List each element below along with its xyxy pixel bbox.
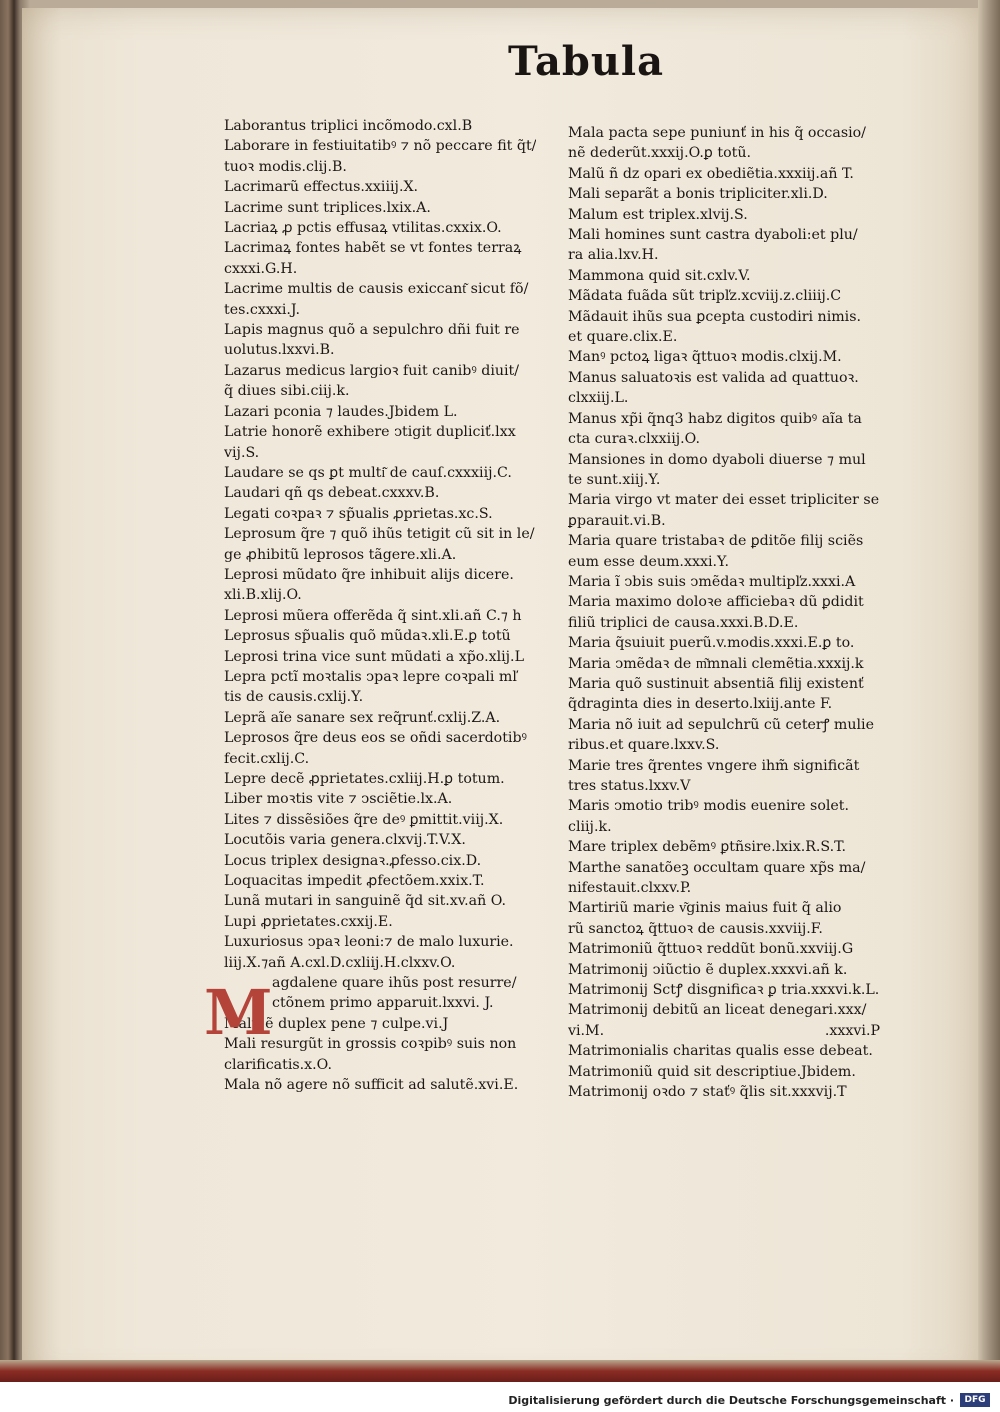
index-entry-line: Mammona quid sit.cxlv.V.	[568, 267, 751, 284]
index-entry-line: Leprosi mũera offerẽda q̃ sint.xli.añ C.⁊ h	[224, 607, 522, 624]
index-entry-line: Malũ ñ dz opari ex obediẽtia.xxxiij.añ T.	[568, 165, 854, 182]
index-entry-line: Lacrimarũ effectus.xxiiij.X.	[224, 179, 419, 196]
index-entry-line: Matrimoniũ q̃ttuoꝛ reddũt bonũ.xxviij.G	[568, 941, 854, 958]
index-entry-line: agdalene quare ihũs post resurre/	[272, 975, 517, 992]
index-entry-line: Maria q̃suiuit puerũ.v.modis.xxxi.E.ꝑ to.	[568, 635, 855, 652]
index-entry-line: Mãdauit ihũs sua ꝑcepta custodiri nimis.	[568, 308, 862, 325]
index-entry-line: cxxxi.G.H.	[224, 260, 298, 277]
index-entry-line: Locutõis varia genera.clxvij.T.V.X.	[224, 832, 466, 849]
index-entry-line: Leprosus sp̃ualis quõ mũdaꝛ.xli.E.ꝑ totũ	[224, 628, 511, 645]
index-entry-line: Lacrimaꝝ fontes habẽt se vt fontes terraꝝ	[224, 240, 522, 257]
index-entry-line: ribus.et quare.lxxv.S.	[568, 737, 720, 754]
index-column-right	[568, 123, 880, 1103]
index-entry-line: rũ sanctoꝝ q̃ttuoꝛ de causis.xxviij.F.	[568, 920, 823, 937]
index-entry-line: Manus saluatoꝛis est valida ad quattuoꝛ.	[568, 369, 859, 386]
index-column-left	[224, 116, 536, 1096]
index-entry-line: Laudari qñ qs debeat.cxxxv.B.	[224, 485, 440, 502]
index-entry-line: Mala nõ agere nõ sufficit ad salutẽ.xvi.E.	[224, 1077, 519, 1094]
index-entry-reference: .xxxvi.P	[824, 1022, 880, 1039]
index-entry-line: Mali resurgũt in grossis coꝛpibꝰ suis non	[224, 1036, 517, 1053]
index-entry-line: liij.X.⁊añ A.cxl.D.cxliij.H.clxxv.O.	[224, 954, 456, 971]
dfg-logo-icon: DFG	[960, 1393, 990, 1407]
index-entry-line: filiũ triplici de causa.xxxi.B.D.E.	[568, 614, 799, 631]
index-entry-line: Maria ĩ ↄbis suis ↄmẽdaꝛ multipľz.xxxi.A	[568, 573, 856, 590]
index-entry-line: Lazari pconia ⁊ laudes.Jbidem L.	[224, 403, 458, 420]
page-edge	[978, 0, 1000, 1382]
index-entry-line: uolutus.lxxvi.B.	[224, 342, 335, 359]
index-entry-line: Matrimonij oꝛdo ⁊ staťꝰ q̃lis sit.xxxvij.T	[568, 1084, 847, 1101]
index-entry-line: Matrimonij debitũ an liceat denegari.xxx/	[568, 1002, 867, 1019]
index-entry-line: q̃ diues sibi.ciij.k.	[224, 383, 350, 400]
index-entry-line: Laborantus triplici incõmodo.cxl.B	[224, 118, 473, 134]
rubricated-initial: M	[204, 976, 273, 1049]
index-entry-line: tres status.lxxv.V	[568, 778, 691, 794]
index-entry-line: cta curaꝛ.clxxiij.O.	[568, 431, 700, 448]
index-entry-line: Maria quõ sustinuit absentiã filij existenť	[568, 675, 864, 692]
index-entry-line: xli.B.xlij.O.	[224, 587, 302, 604]
index-entry-line: ctõnem primo apparuit.lxxvi. J.	[272, 995, 494, 1012]
index-entry-line: Lunã mutari in sanguinẽ q̃d sit.xv.añ O.	[224, 893, 507, 910]
index-entry-line: Laborare in festiuitatibꝰ ⁊ nõ peccare fit q̃t/	[224, 138, 536, 155]
index-entry-line: fecit.cxlij.C.	[224, 750, 310, 767]
index-entry-line: ꝑparauit.vi.B.	[568, 512, 666, 529]
index-entry-line: Leprã aĩe sanare sex req̃runť.cxlij.Z.A.	[224, 709, 501, 726]
index-entry-line: Manus xp̃i q̃nq3 habz digitos quibꝰ aĩa ta	[568, 410, 862, 427]
index-entry-line: q̃draginta dies in deserto.lxiij.ante F.	[568, 696, 833, 713]
index-entry-line: Lazarus medicus largioꝛ fuit canibꝰ diuit/	[224, 362, 520, 379]
index-entry-line: Marie tres q̃rentes vngere ihm̃ significãt	[568, 757, 860, 774]
index-entry-line: tes.cxxxi.J.	[224, 301, 300, 318]
index-entry-line: Matrimonij Sctꝭ disgnificaꝛ ꝑ tria.xxxvi.k.L.	[568, 982, 880, 999]
index-entry-line: Lupi ꝓprietates.cxxij.E.	[224, 913, 393, 930]
index-entry-line: Liber moꝛtis vite ⁊ ↄsciẽtie.lx.A.	[224, 791, 453, 808]
index-entry-line: ge ꝓhibitũ leprosos tãgere.xli.A.	[224, 546, 457, 563]
index-entry-line: Lacrime multis de causis exiccant͂ sicut fõ/	[224, 281, 529, 298]
index-entry-line: cliij.k.	[568, 818, 612, 835]
index-entry-line: Lites ⁊ dissẽsiões q̃re deꝰ ꝑmittit.viij.X.	[224, 811, 504, 828]
index-entry-line: tuoꝛ modis.clij.B.	[224, 158, 347, 175]
index-entry-line: ra alia.lxv.H.	[568, 247, 659, 264]
index-entry-line: Legati coꝛpaꝛ ⁊ sp̃ualis ꝓprietas.xc.S.	[224, 505, 493, 522]
book-lower-edge	[0, 1360, 1000, 1382]
index-entry-line: Maria nõ iuit ad sepulchrũ cũ ceterꝭ mulie	[568, 716, 874, 733]
index-entry-line: Lacrime sunt triplices.lxix.A.	[224, 199, 431, 216]
index-entry-line: Mala pacta sepe puniunť in his q̃ occasio/	[568, 125, 866, 141]
index-entry-line: eum esse deum.xxxi.Y.	[568, 553, 730, 570]
index-entry-line: Maria maximo doloꝛe afficiebaꝛ dũ ꝑdidit	[568, 594, 864, 611]
index-entry-line: tis de causis.cxlij.Y.	[224, 689, 364, 706]
index-entry-line: Laudare se qs ꝑt multi͂ de cauſ.cxxxiij.C.	[224, 464, 512, 481]
index-entry-line: vi.M.	[568, 1022, 605, 1039]
index-entry-line: clxxiij.L.	[568, 390, 629, 407]
index-entry-line: Mali separãt a bonis tripliciter.xli.D.	[568, 186, 828, 203]
index-entry-line: et quare.clix.E.	[568, 329, 678, 346]
index-entry-line: Leprosi mũdato q̃re inhibuit alijs dicere.	[224, 566, 514, 583]
index-entry-line: Mãdata fuãda sũt tripľz.xcviij.z.cliiij.C	[568, 288, 842, 305]
index-entry-line: Matrimonialis charitas qualis esse debeat.	[568, 1043, 873, 1060]
index-entry-line: nifestauit.clxxv.P.	[568, 880, 692, 897]
index-entry-line: Mansiones in domo dyaboli diuerse ⁊ mul	[568, 451, 866, 468]
index-entry-line: Luxuriosus ↄpaꝛ leoni:⁊ de malo luxurie.	[224, 934, 514, 951]
index-entry-line: te sunt.xiij.Y.	[568, 471, 661, 488]
index-entry-line: Lepra pctĩ moꝛtalis ↄpaꝛ lepre coꝛpali mľ	[224, 668, 517, 685]
index-entry-line: Malũ ẽ duplex pene ⁊ culpe.vi.J	[224, 1015, 449, 1032]
index-entry-line: Locus triplex designaꝛ.ꝓfesso.cix.D.	[224, 852, 482, 869]
index-entry-line: nẽ dederũt.xxxij.O.ꝑ totũ.	[568, 145, 751, 162]
index-entry-line: Marthe sanatõeꝫ occultam quare xp̃s ma/	[568, 859, 866, 876]
index-entry-line: Maria virgo vt mater dei esset tripliciter se	[568, 492, 880, 509]
index-entry-line: vij.S.	[224, 444, 260, 461]
index-entry-line: Mali homines sunt castra dyaboli:et plu/	[568, 227, 858, 244]
index-entry-line: Lepre decẽ ꝓprietates.cxliij.H.ꝑ totum.	[224, 771, 505, 787]
index-entry-line: Malum est triplex.xlvij.S.	[568, 206, 748, 223]
page-title: Tabula	[508, 38, 665, 85]
index-entry-line: Martiriũ marie v͂ginis maius fuit q̃ alio	[568, 900, 842, 917]
index-entry-line: Mare triplex debẽmꝰ ꝑtñsire.lxix.R.S.T.	[568, 839, 847, 856]
index-entry-line: Loquacitas impedit ꝓfectõem.xxix.T.	[224, 873, 485, 890]
index-entry-line: Lapis magnus quõ a sepulchro dñi fuit re	[224, 322, 520, 339]
index-entry-line: Maria quare tristabaꝛ de ꝑditõe filij sciẽs	[568, 533, 864, 550]
index-entry-line: Matrimonij ↄiũctio ẽ duplex.xxxvi.añ k.	[568, 961, 848, 978]
index-entry-line: Lacriaꝝ ꝓ pctis effusaꝝ vtilitas.cxxix.O.	[224, 220, 502, 237]
index-entry-line: Leprosum q̃re ⁊ quõ ihũs tetigit cũ sit in le/	[224, 526, 535, 543]
index-entry-line: Matrimoniũ quid sit descriptiue.Jbidem.	[568, 1063, 856, 1080]
index-entry-line: clarificatis.x.O.	[224, 1056, 332, 1073]
footer-credit: Digitalisierung gefördert durch die Deutsche Forschungsgemeinschaft ·	[508, 1394, 954, 1407]
index-entry-line: Maris ↄmotio tribꝰ modis euenire solet.	[568, 798, 850, 815]
index-entry-line: Latrie honorẽ exhibere ↄtigit dupliciť.lxx	[224, 424, 516, 441]
index-entry-line: Leprosi trina vice sunt mũdati a xp̃o.xlij.L	[224, 648, 524, 665]
index-entry-line: Leprosos q̃re deus eos se oñdi sacerdotibꝰ	[224, 730, 527, 747]
index-entry-line: Maria ↄmẽdaꝛ de m͂mnali clemẽtia.xxxij.k	[568, 655, 864, 672]
index-entry-line: Manꝰ pctoꝝ ligaꝛ q̃ttuoꝛ modis.clxij.M.	[568, 349, 842, 366]
